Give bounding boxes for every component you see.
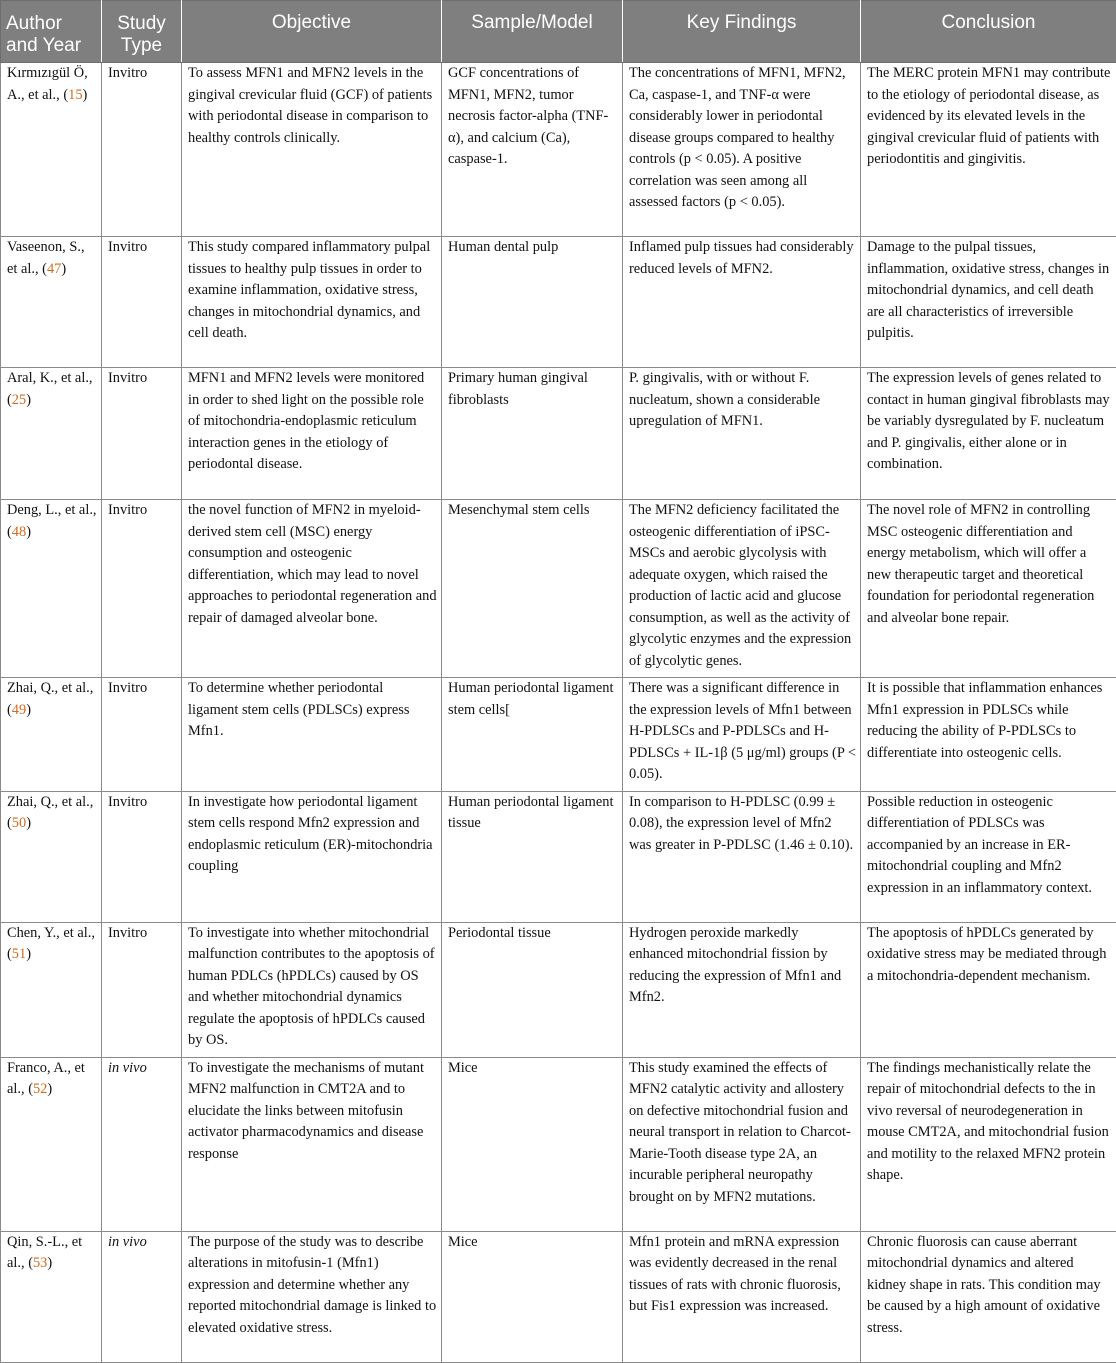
sample-cell: Human periodontal ligament stem cells[ xyxy=(442,678,623,792)
table-row xyxy=(1,500,1116,678)
author-name: Aral, K., et al., xyxy=(7,370,93,386)
author-name: Deng, L., et al., xyxy=(7,502,97,518)
table-row xyxy=(1,63,1116,237)
findings-cell: There was a significant difference in the expression levels of Mfn1 between H-PDLSCs and P-PDLSCs and H-PDLSCs + IL-1β (5 μg/ml) groups (P < 0.05). xyxy=(623,678,861,792)
study-type-cell: Invitro xyxy=(102,500,182,678)
study-type-cell: in vivo xyxy=(102,1057,182,1231)
reference-link[interactable]: 48 xyxy=(12,524,26,540)
findings-cell: Inflamed pulp tissues had considerably reduced levels of MFN2. xyxy=(623,237,861,368)
reference-link[interactable]: 15 xyxy=(68,87,82,103)
reference-link[interactable]: 50 xyxy=(12,815,26,831)
study-type-cell: Invitro xyxy=(102,922,182,1057)
author-cell: Franco, A., et al., (52) xyxy=(1,1057,102,1231)
sample-cell: GCF concentrations of MFN1, MFN2, tumor necrosis factor-alpha (TNF-α), and calcium (Ca), caspase-1. xyxy=(442,63,623,237)
findings-cell: This study examined the effects of MFN2 catalytic activity and allostery on defective mitochondrial fusion and neural transport in relation to Charcot-Marie-Tooth disease type 2A, an incurable peripheral neuropathy brought on by MFN2 mutations. xyxy=(623,1057,861,1231)
author-name: Franco, A., et al., xyxy=(7,1060,85,1098)
author-name: Qin, S.-L., et al., xyxy=(7,1234,82,1272)
objective-cell: MFN1 and MFN2 levels were monitored in order to shed light on the possible role of mitochondria-endoplasmic reticulum interaction genes in the etiology of periodontal disease. xyxy=(182,368,442,500)
objective-cell: To assess MFN1 and MFN2 levels in the gingival crevicular fluid (GCF) of patients with periodontal disease in comparison to healthy controls clinically. xyxy=(182,63,442,237)
reference-link[interactable]: 53 xyxy=(33,1255,47,1271)
conclusion-cell: It is possible that inflammation enhances Mfn1 expression in PDLSCs while reducing the ability of P-PDLSCs to differentiate into osteogenic cells. xyxy=(861,678,1116,792)
reference-link[interactable]: 47 xyxy=(47,261,61,277)
conclusion-cell: The findings mechanistically relate the repair of mitochondrial defects to the in vivo reversal of neurodegeneration in mouse CMT2A, and mitochondrial fusion and motility to the relaxed MFN2 protein shape. xyxy=(861,1057,1116,1231)
sample-cell: Primary human gingival fibroblasts xyxy=(442,368,623,500)
conclusion-cell: Possible reduction in osteogenic differentiation of PDLSCs was accompanied by an increase in ER-mitochondrial coupling and Mfn2 expression in an inflammatory context. xyxy=(861,791,1116,922)
findings-cell: The concentrations of MFN1, MFN2, Ca, caspase-1, and TNF-α were considerably lower in periodontal disease groups compared to healthy controls (p < 0.05). A positive correlation was seen among all assessed factors (p < 0.05). xyxy=(623,63,861,237)
sample-cell: Periodontal tissue xyxy=(442,922,623,1057)
table-row xyxy=(1,791,1116,922)
conclusion-cell: Damage to the pulpal tissues, inflammation, oxidative stress, changes in mitochondrial dynamics, and cell death are all characteristics of irreversible pulpitis. xyxy=(861,237,1116,368)
table-row xyxy=(1,1057,1116,1231)
study-type-cell: Invitro xyxy=(102,237,182,368)
table-row xyxy=(1,1231,1116,1362)
sample-cell: Human periodontal ligament tissue xyxy=(442,791,623,922)
table-row xyxy=(1,237,1116,368)
header-conclusion: Conclusion xyxy=(861,1,1116,63)
author-cell: Deng, L., et al., (48) xyxy=(1,500,102,678)
findings-cell: The MFN2 deficiency facilitated the osteogenic differentiation of iPSC-MSCs and aerobic glycolysis with adequate oxygen, which raised the production of lactic acid and glucose consumption, as well as the activity of glycolytic enzymes and the expression of glycolytic genes. xyxy=(623,500,861,678)
findings-cell: P. gingivalis, with or without F. nucleatum, shown a considerable upregulation of MFN1. xyxy=(623,368,861,500)
objective-cell: To determine whether periodontal ligament stem cells (PDLSCs) express Mfn1. xyxy=(182,678,442,792)
author-cell: Aral, K., et al., (25) xyxy=(1,368,102,500)
reference-link[interactable]: 52 xyxy=(33,1081,47,1097)
sample-cell: Mesenchymal stem cells xyxy=(442,500,623,678)
study-type-cell: Invitro xyxy=(102,791,182,922)
objective-cell: the novel function of MFN2 in myeloid-derived stem cell (MSC) energy consumption and osteogenic differentiation, which may lead to novel approaches to periodontal regeneration and repair of damaged alveolar bone. xyxy=(182,500,442,678)
reference-link[interactable]: 51 xyxy=(12,946,26,962)
author-name: Chen, Y., et al., xyxy=(7,925,95,941)
reference-link[interactable]: 49 xyxy=(12,702,26,718)
author-cell: Chen, Y., et al., (51) xyxy=(1,922,102,1057)
table-row xyxy=(1,678,1116,792)
study-type-cell: Invitro xyxy=(102,368,182,500)
sample-cell: Mice xyxy=(442,1057,623,1231)
conclusion-cell: The expression levels of genes related to contact in human gingival fibroblasts may be variably dysregulated by F. nucleatum and P. gingivalis, either alone or in combination. xyxy=(861,368,1116,500)
objective-cell: The purpose of the study was to describe alterations in mitofusin-1 (Mfn1) expression and determine whether any reported mitochondrial damage is linked to elevated oxidative stress. xyxy=(182,1231,442,1362)
study-type-cell: Invitro xyxy=(102,678,182,792)
author-name: Zhai, Q., et al., xyxy=(7,680,93,696)
author-cell: Zhai, Q., et al., (50) xyxy=(1,791,102,922)
author-name: Zhai, Q., et al., xyxy=(7,794,93,810)
objective-cell: To investigate into whether mitochondrial malfunction contributes to the apoptosis of human PDLCs (hPDLCs) caused by OS and whether mitochondrial dynamics regulate the apoptosis of hPDLCs caused by OS. xyxy=(182,922,442,1057)
objective-cell: To investigate the mechanisms of mutant MFN2 malfunction in CMT2A and to elucidate the links between mitofusin activator pharmacodynamics and disease response xyxy=(182,1057,442,1231)
study-type-cell: Invitro xyxy=(102,63,182,237)
conclusion-cell: The apoptosis of hPDLCs generated by oxidative stress may be mediated through a mitochondria-dependent mechanism. xyxy=(861,922,1116,1057)
author-name: Vaseenon, S., et al., xyxy=(7,239,85,277)
author-cell: Vaseenon, S., et al., (47) xyxy=(1,237,102,368)
conclusion-cell: The novel role of MFN2 in controlling MSC osteogenic differentiation and energy metabolism, which will offer a new therapeutic target and theoretical foundation for periodontal regeneration and alveolar bone repair. xyxy=(861,500,1116,678)
header-row xyxy=(1,1,1116,63)
header-objective: Objective xyxy=(182,1,442,63)
author-cell: Kırmızıgül Ö, A., et al., (15) xyxy=(1,63,102,237)
table-row xyxy=(1,368,1116,500)
findings-cell: Mfn1 protein and mRNA expression was evidently decreased in the renal tissues of rats with chronic fluorosis, but Fis1 expression was increased. xyxy=(623,1231,861,1362)
header-study-type: Study Type xyxy=(102,1,182,63)
author-name: Kırmızıgül Ö, A., et al., xyxy=(7,65,88,103)
header-sample-model: Sample/Model xyxy=(442,1,623,63)
findings-cell: Hydrogen peroxide markedly enhanced mitochondrial fission by reducing the expression of Mfn1 and Mfn2. xyxy=(623,922,861,1057)
sample-cell: Human dental pulp xyxy=(442,237,623,368)
reference-link[interactable]: 25 xyxy=(12,392,26,408)
table-row xyxy=(1,922,1116,1057)
sample-cell: Mice xyxy=(442,1231,623,1362)
objective-cell: In investigate how periodontal ligament stem cells respond Mfn2 expression and endoplasmic reticulum (ER)-mitochondria coupling xyxy=(182,791,442,922)
objective-cell: This study compared inflammatory pulpal tissues to healthy pulp tissues in order to examine inflammation, oxidative stress, changes in mitochondrial dynamics, and cell death. xyxy=(182,237,442,368)
header-key-findings: Key Findings xyxy=(623,1,861,63)
findings-cell: In comparison to H-PDLSC (0.99 ± 0.08), the expression level of Mfn2 was greater in P-PDLSC (1.46 ± 0.10). xyxy=(623,791,861,922)
header-author-year: Author and Year xyxy=(1,1,102,63)
conclusion-cell: The MERC protein MFN1 may contribute to the etiology of periodontal disease, as evidenced by its elevated levels in the gingival crevicular fluid of patients with periodontitis and gingivitis. xyxy=(861,63,1116,237)
author-cell: Zhai, Q., et al., (49) xyxy=(1,678,102,792)
study-type-cell: in vivo xyxy=(102,1231,182,1362)
author-cell: Qin, S.-L., et al., (53) xyxy=(1,1231,102,1362)
conclusion-cell: Chronic fluorosis can cause aberrant mitochondrial dynamics and altered kidney shape in rats. This condition may be caused by a high amount of oxidative stress. xyxy=(861,1231,1116,1362)
